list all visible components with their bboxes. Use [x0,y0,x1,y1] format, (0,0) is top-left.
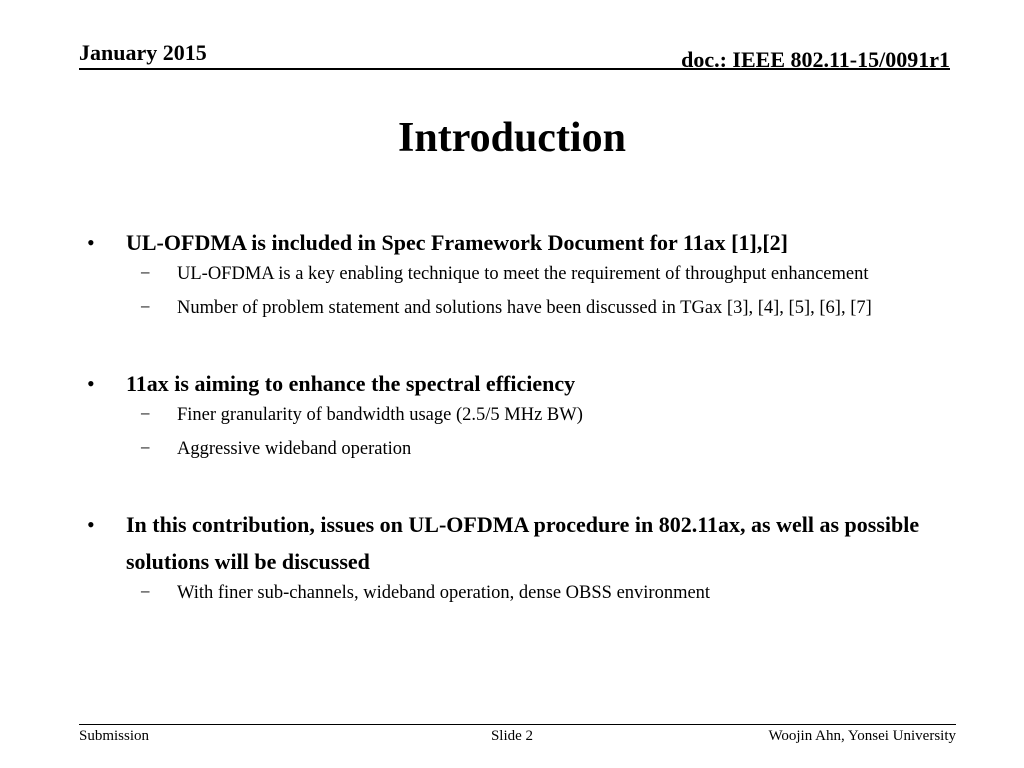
sub-bullet-mark: − [140,298,151,318]
bullet-item [82,506,942,580]
bullet-mark: • [87,512,95,537]
sub-bullet-item [82,402,942,429]
sub-bullet-mark: − [140,583,151,603]
footer-slide-number: Slide 2 [490,728,534,744]
sub-bullet-text: UL-OFDMA is a key enabling technique to meet the requirement of throughput enhancement [177,264,869,284]
bullet-mark: • [87,230,95,255]
bullet-text: 11ax is aiming to enhance the spectral efficiency [126,371,576,396]
header-date: January 2015 [79,40,207,65]
sub-bullet-item [82,295,942,322]
sub-bullet-mark: − [140,439,151,459]
bullet-item [82,365,942,402]
header-doc-id: doc.: IEEE 802.11-15/0091r1 [681,47,950,72]
sub-bullet-item [82,580,942,607]
sub-bullet-text: Finer granularity of bandwidth usage (2.5/5 MHz BW) [177,405,583,425]
bullet-mark: • [87,371,95,396]
slide-content [82,224,942,614]
footer-submission: Submission [79,728,150,744]
sub-bullet-text: Aggressive wideband operation [177,439,412,459]
sub-bullet-mark: − [140,264,151,284]
footer-divider [79,724,956,725]
sub-bullet-text: Number of problem statement and solutions have been discussed in TGax [3], [4], [5], [6], [7] [177,298,872,318]
spacer [82,470,942,506]
slide-title: Introduction [398,115,626,161]
bullet-text: In this contribution, issues on UL-OFDMA procedure in 802.11ax, as well as possible solutions will be discussed [126,512,920,574]
bullet-item [82,224,942,261]
header-divider [79,68,950,70]
sub-bullet-item [82,261,942,288]
sub-bullet-mark: − [140,405,151,425]
sub-bullet-item [82,436,942,463]
spacer [82,329,942,365]
footer-author: Woojin Ahn, Yonsei University [768,728,956,744]
sub-bullet-text: With finer sub-channels, wideband operation, dense OBSS environment [177,583,711,603]
bullet-text: UL-OFDMA is included in Spec Framework Document for 11ax [1],[2] [126,230,788,255]
